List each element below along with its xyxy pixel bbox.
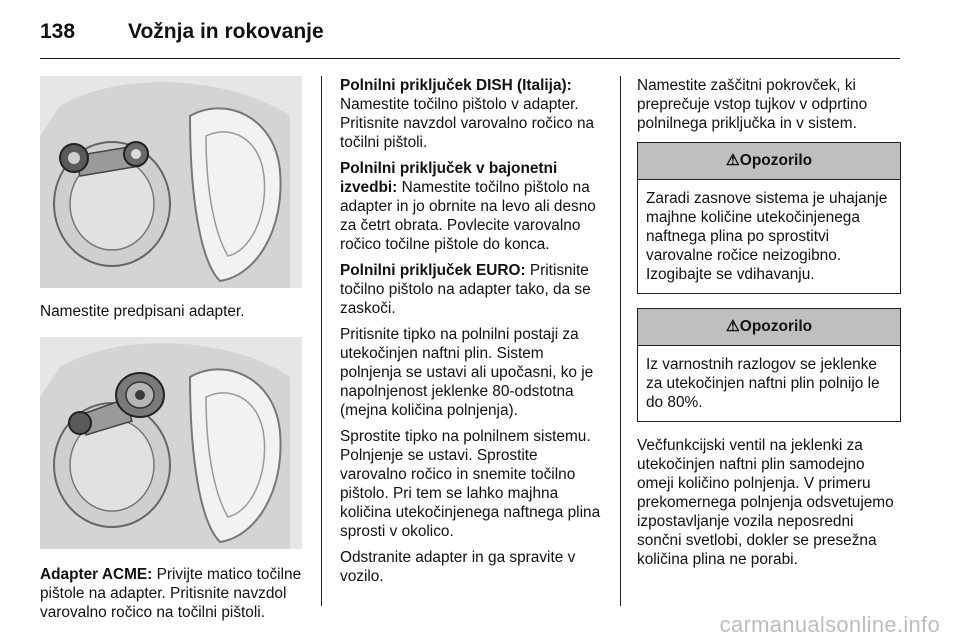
watermark: carmanualsonline.info bbox=[719, 612, 940, 637]
column-2 bbox=[340, 76, 606, 593]
bayonet-connector-paragraph bbox=[340, 159, 606, 254]
fuel-filler-illustration-1 bbox=[40, 76, 302, 288]
euro-connector-text: Pritisnite točilno pištolo na adapter tako, da se zaskoči. bbox=[340, 262, 591, 317]
acme-adapter-label: Adapter ACME: bbox=[40, 566, 153, 583]
euro-connector-paragraph bbox=[340, 261, 606, 318]
dish-connector-paragraph bbox=[340, 76, 606, 152]
column-divider bbox=[321, 76, 322, 606]
bayonet-connector-text: Namestite točilno pištolo na adapter in jo obrnite na levo ali desno za četrt obrata. Povlecite varovalno ročico točilne pištole do konca. bbox=[340, 179, 596, 253]
release-button-paragraph: Sprostite tipko na polnilnem sistemu. Polnjenje se ustavi. Sprostite varovalno ročico in snemite točilno pištolo. Pri tem se lahko majhna količina utekočinjenega naftnega plina sprosti v okolico. bbox=[340, 428, 601, 540]
warning-triangle-icon: ⚠ bbox=[725, 152, 740, 169]
dish-connector-label: Polnilni priključek DISH (Italija): bbox=[340, 77, 572, 94]
page-title: Vožnja in rokovanje bbox=[128, 20, 324, 43]
multifunction-valve-paragraph: Večfunkcijski ventil na jeklenki za utekočinjen naftni plin samodejno omeji količino polnjenja. V primeru prekomernega polnjenja odsvetujemo izpostavljanje vozila neposredni sončni svetlobi, dokler se presežna količina plina ne porabi. bbox=[637, 437, 894, 568]
warning-title: Opozorilo bbox=[739, 152, 813, 169]
bayonet-connector-label: Polnilni priključek v bajonetni izvedbi: bbox=[340, 160, 558, 196]
warning-box-2 bbox=[637, 308, 901, 422]
warning-header bbox=[638, 309, 900, 346]
page-number: 138 bbox=[40, 20, 76, 43]
acme-adapter-text: Privijte matico točilne pištole na adapter. Pritisnite navzdol varovalno ročico na točilni pištoli. bbox=[40, 566, 302, 621]
dish-connector-text: Namestite točilno pištolo v adapter. Pritisnite navzdol varovalno ročico na točilni pištoli. bbox=[340, 96, 595, 151]
fuel-filler-illustration-2 bbox=[40, 337, 302, 549]
euro-connector-label: Polnilni priključek EURO: bbox=[340, 262, 526, 279]
warning-text: Iz varnostnih razlogov se jeklenke za utekočinjen naftni plin polnijo le do 80%. bbox=[646, 356, 880, 411]
warning-triangle-icon: ⚠ bbox=[725, 318, 740, 335]
column-3 bbox=[637, 76, 901, 576]
caption-install-adapter: Namestite predpisani adapter. bbox=[40, 303, 245, 320]
page-header bbox=[40, 18, 900, 59]
warning-title: Opozorilo bbox=[739, 318, 813, 335]
remove-adapter-paragraph: Odstranite adapter in ga spravite v vozilo. bbox=[340, 549, 576, 585]
protective-cap-paragraph: Namestite zaščitni pokrovček, ki preprečuje vstop tujkov v odprtino polnilnega priključka in v sistem. bbox=[637, 77, 868, 132]
column-divider bbox=[620, 76, 621, 606]
column-1 bbox=[40, 76, 302, 629]
press-button-paragraph: Pritisnite tipko na polnilni postaji za utekočinjen naftni plin. Sistem polnjenja se ustavi ali upočasni, ko je napolnjenost jeklenke 80-odstotna (mejna količina polnjenja). bbox=[340, 326, 594, 419]
warning-box-1 bbox=[637, 142, 901, 294]
warning-header bbox=[638, 143, 900, 180]
warning-text: Zaradi zasnove sistema je uhajanje majhne količine utekočinjenega naftnega plina po sprostitvi varovalne ročice neizogibno. Izogibajte se vdihavanju. bbox=[646, 190, 888, 283]
acme-adapter-paragraph bbox=[40, 565, 302, 622]
